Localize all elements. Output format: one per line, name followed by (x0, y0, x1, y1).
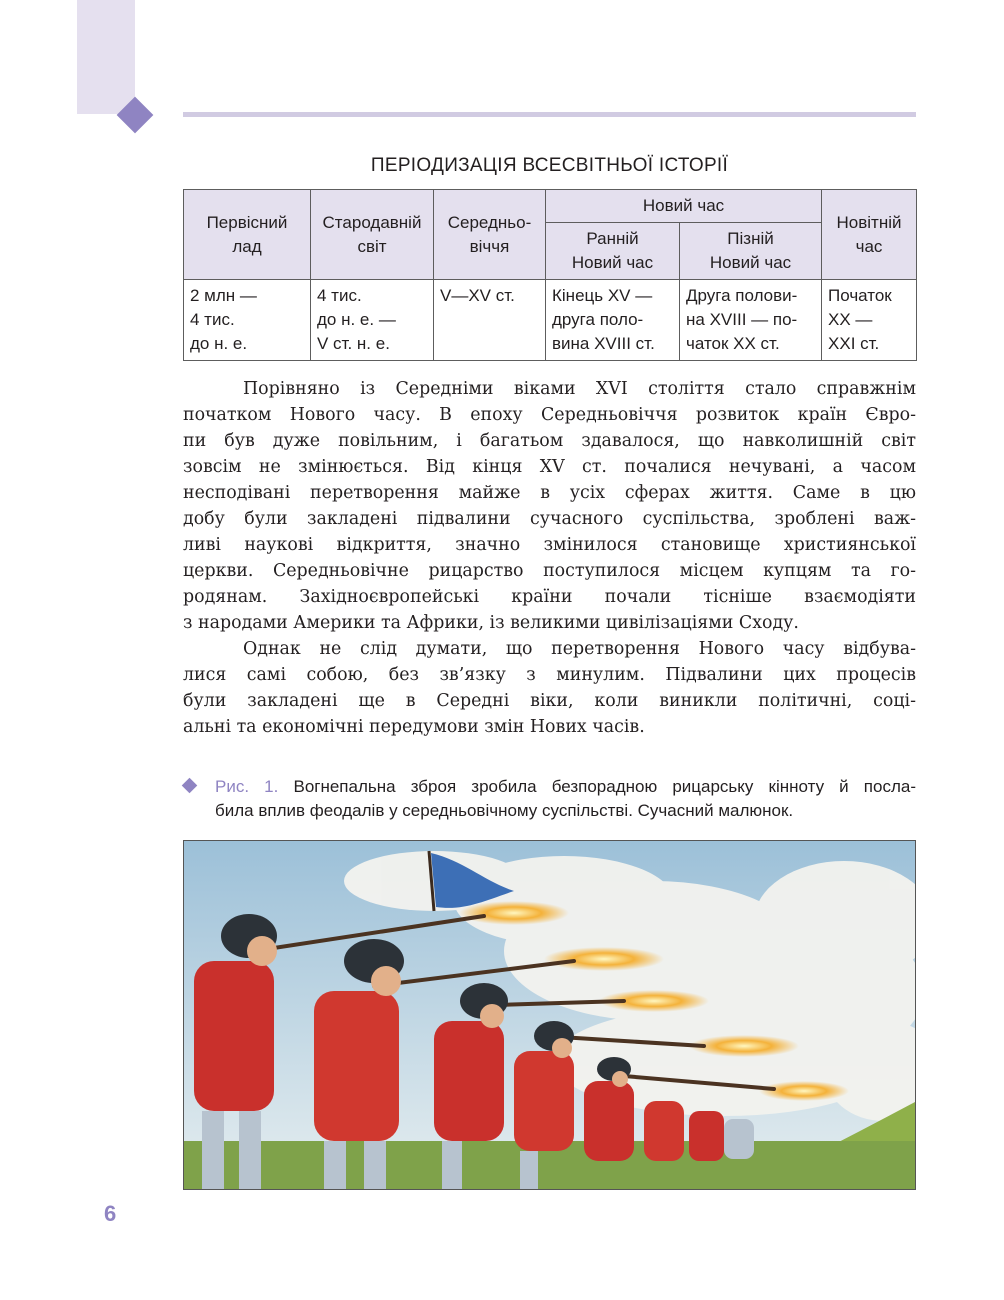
header-late-new: Пізній Новий час (680, 223, 822, 280)
table-title: ПЕРІОДИЗАЦІЯ ВСЕСВІТНЬОЇ ІСТОРІЇ (370, 155, 729, 176)
musketeers-illustration (183, 840, 916, 1190)
cell-primitive: 2 млн — 4 тис. до н. е. (184, 280, 311, 361)
paragraph-1: Порівняно із Середніми віками XVI століття стало справжнім початком Нового часу. В епоху Середньовіччя розвиток країн Євро- пи був дуже повільним, і багатьом здавалося, що навколишній світ зовсім не змінюється. Від кінця XV ст. почалися нечувані, а часом несподівані перетворення майже в усіх сферах життя. Саме в цю добу були закладені підвалини сучасного суспільства, зроблені важ- ливі наукові відкриття, значно змінилося становище християнської церкви. Середньовічне рицарство поступилося місцем купцям та го- родянам. Західноєвропейські країни почали тісніше взаємодіяти з народами Америки та Африки, із великими цивілізаціями Сходу. (183, 379, 916, 633)
cell-early-new: Кінець XV — друга поло- вина XVIII ст. (546, 280, 680, 361)
header-newest: Новітній час (822, 190, 917, 280)
corner-tab-decoration (77, 0, 135, 114)
page-number: 6 (104, 1201, 117, 1226)
figure-label: Рис. 1. (215, 777, 279, 796)
periodization-table (183, 189, 917, 361)
header-new-time: Новий час (546, 190, 822, 223)
header-early-new: Ранній Новий час (546, 223, 680, 280)
header-medieval: Середньо- віччя (434, 190, 546, 280)
caption-diamond-icon (182, 778, 198, 794)
header-rule (183, 112, 916, 117)
cell-medieval: V—XV ст. (434, 280, 546, 361)
cell-late-new: Друга полови- на XVIII — по- чаток XX ст. (680, 280, 822, 361)
header-primitive: Первісний лад (184, 190, 311, 280)
header-ancient: Стародавній світ (311, 190, 434, 280)
cell-newest: Початок XX — XXI ст. (822, 280, 917, 361)
paragraph-2: Однак не слід думати, що перетворення Нового часу відбува- лися самі собою, без зв’язку з минулим. Підвалини цих процесів були закладені ще в Середні віки, коли виникли політичні, соці- альні та економічні передумови змін Нових часів. (183, 639, 916, 737)
cell-ancient: 4 тис. до н. е. — V ст. н. е. (311, 280, 434, 361)
figure-caption: Рис. 1. Вогнепальна зброя зробила безпорадною рицарську кінноту й посла- била вплив феодалів у середньовічному суспільстві. Сучасний малюнок. (215, 777, 916, 820)
